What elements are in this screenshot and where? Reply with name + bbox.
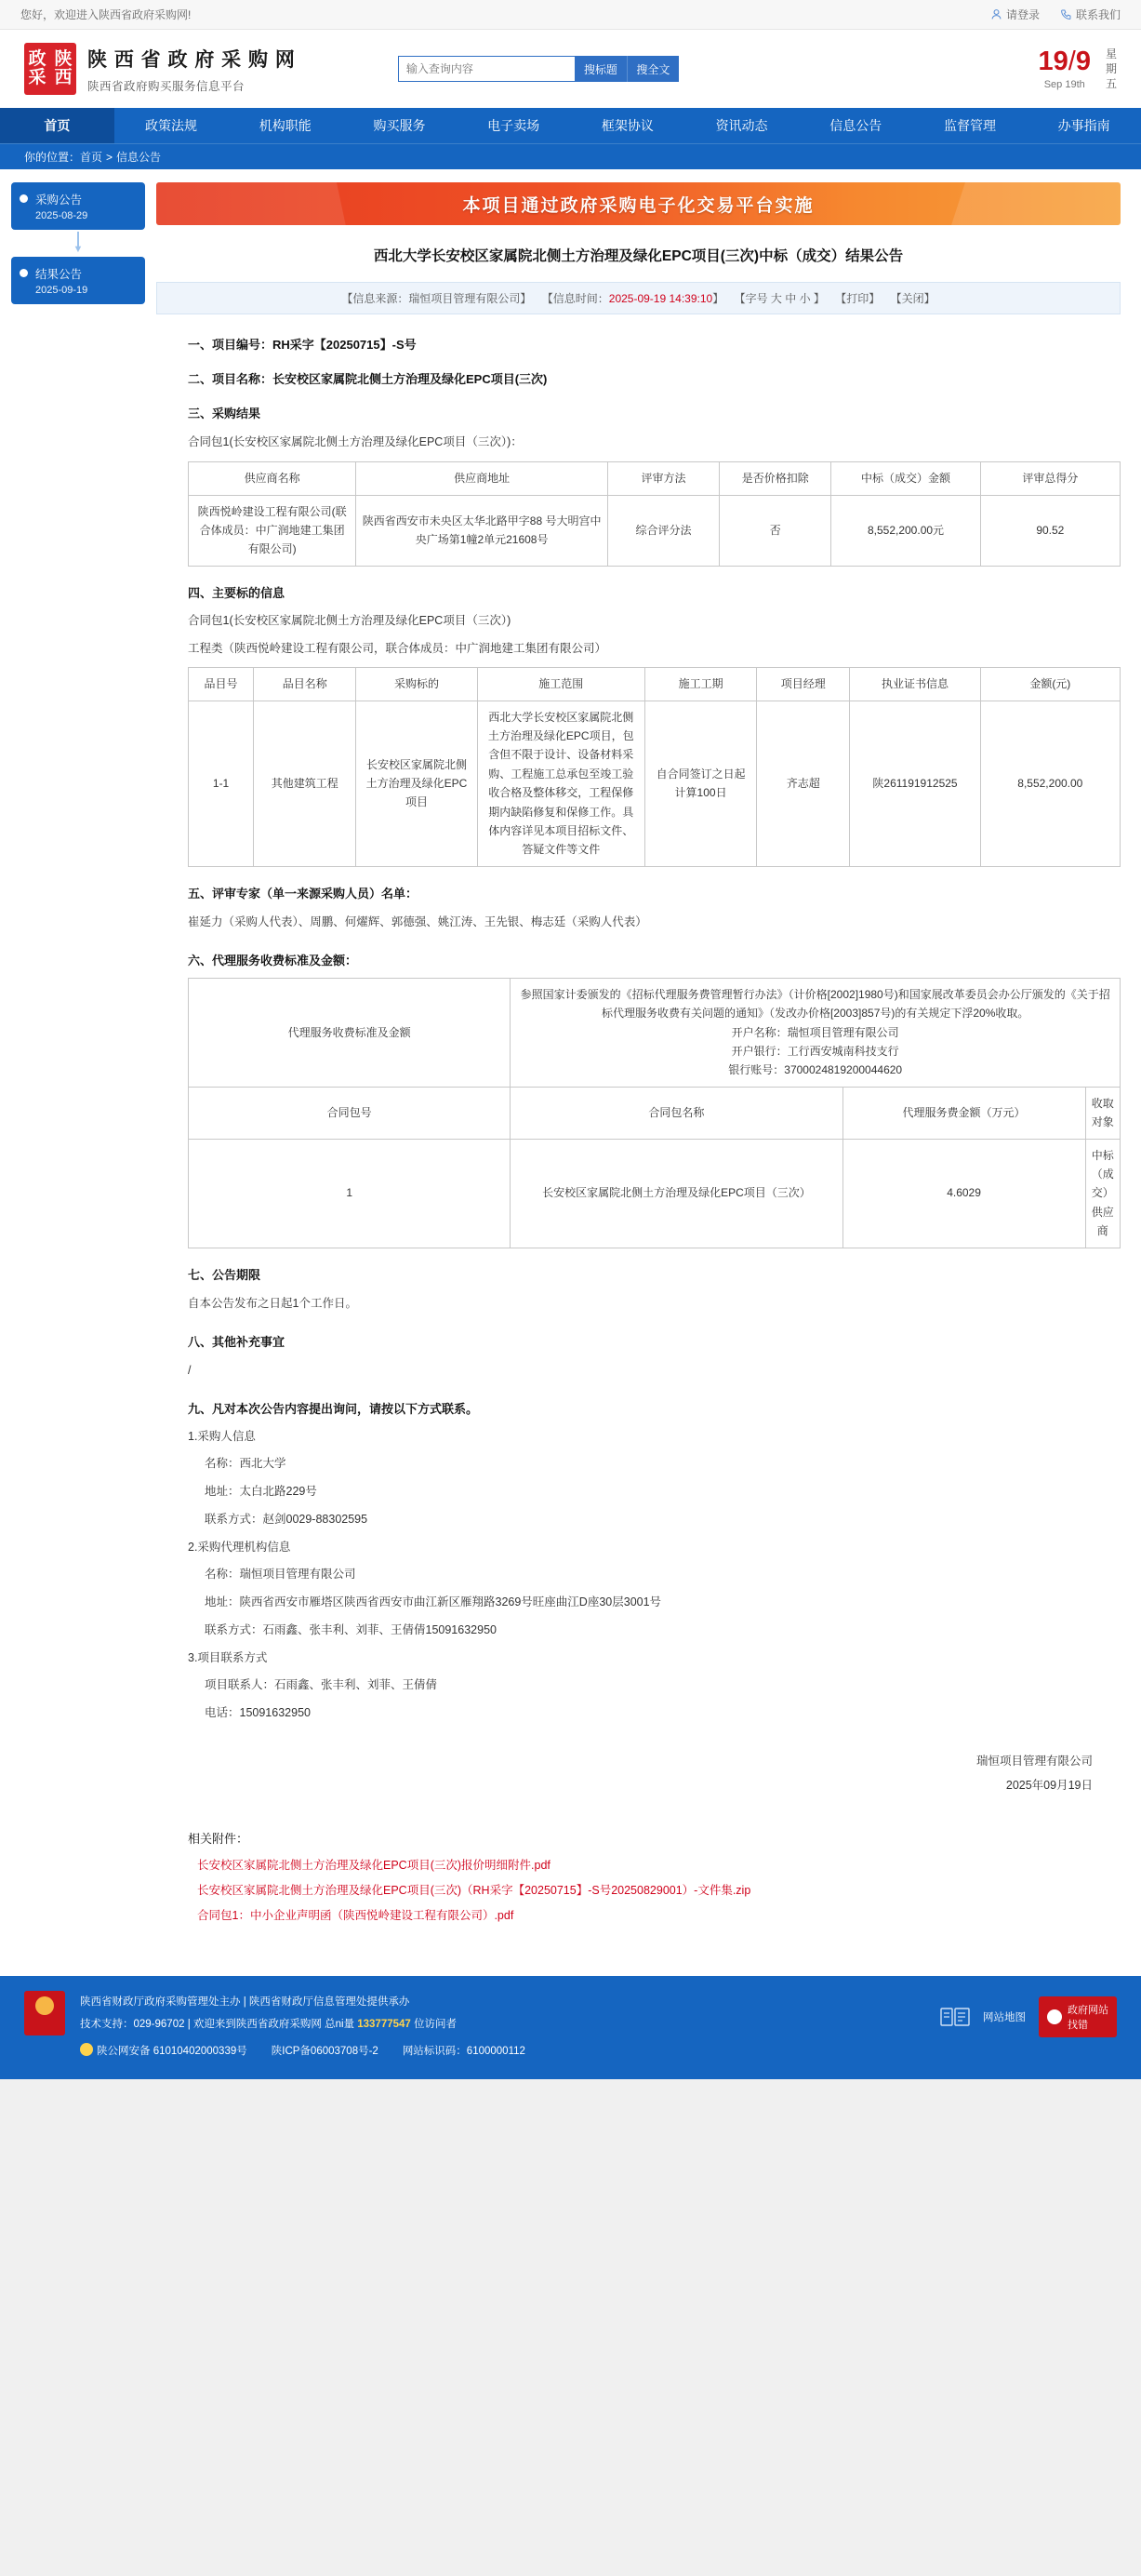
nav-item-supervision[interactable]: 监督管理 <box>943 118 996 133</box>
section-4-heading: 四、主要标的信息 <box>188 585 285 600</box>
agency-name: 名称：瑞恒项目管理有限公司 <box>205 1568 356 1582</box>
top-utility-bar <box>0 0 1141 30</box>
site-title: 陕 西 省 政 府 采 购 网 <box>87 48 296 71</box>
target-info-table <box>188 667 1121 867</box>
section-4-subtitle: 合同包1(长安校区家属院北侧土方治理及绿化EPC项目（三次）) <box>188 613 511 627</box>
nav-item-home[interactable]: 首页 <box>0 108 114 143</box>
section-8-body: / <box>188 1363 192 1377</box>
breadcrumb-item-home[interactable]: 首页 <box>80 151 103 164</box>
site-footer <box>0 1976 1141 2078</box>
purchaser-contact: 联系方式：赵剑0029-88302595 <box>205 1512 368 1526</box>
col-review-method: 评审方法 <box>607 462 719 495</box>
contact-link[interactable] <box>1060 7 1121 22</box>
page-title: 西北大学长安校区家属院北侧土方治理及绿化EPC项目(三次)中标（成交）结果公告 <box>373 248 904 264</box>
doc-meta-bar <box>156 282 1121 314</box>
date-slash: / <box>1068 46 1076 76</box>
search-area <box>398 56 679 82</box>
section-5-heading: 五、评审专家（单一来源采购人员）名单： <box>188 886 418 901</box>
cell-construction-scope: 西北大学长安校区家属院北侧土方治理及绿化EPC项目，包含但不限于设计、设备材料采购、工程施工总承包至竣工验收合格及整体移交，工程保修期内缺陷修复和保修工作。具体内容详见本项目招标文件、答疑文件等文件 <box>477 701 644 866</box>
cell-fee-payer: 中标（成交）供应商 <box>1085 1139 1120 1248</box>
logo-char-1: 政 <box>28 49 46 70</box>
cell-total-score: 90.52 <box>980 495 1120 566</box>
logo-char-3: 采 <box>28 68 46 87</box>
police-badge-icon <box>80 2043 93 2056</box>
footer-police-record[interactable] <box>80 2040 247 2062</box>
cell-project-manager: 齐志超 <box>757 701 850 866</box>
section-7-heading: 七、公告期限 <box>188 1267 261 1282</box>
footer-text <box>80 1991 940 2062</box>
section-6-heading: 六、代理服务收费标准及金额： <box>188 953 358 968</box>
fee-body-cell <box>511 978 1121 1087</box>
section-3-heading: 三、采购结果 <box>188 407 261 421</box>
meta-source-value: 瑞恒项目管理有限公司 <box>408 292 521 306</box>
footer-police-text: 陕公网安备 61010402000339号 <box>97 2045 247 2057</box>
cell-fee-amount: 4.6029 <box>842 1139 1085 1248</box>
signature-org: 瑞恒项目管理有限公司 <box>975 1754 1093 1768</box>
user-icon <box>990 8 1002 20</box>
fee-body-line-4: 银行账号：3700024819200044620 <box>728 1063 903 1077</box>
section-7-body: 自本公告发布之日起1个工作日。 <box>188 1296 357 1310</box>
cell-construction-period: 自合同签订之日起计算100日 <box>644 701 756 866</box>
table-row <box>189 978 1121 1087</box>
cell-review-method: 综合评分法 <box>607 495 719 566</box>
footer-line-1: 陕西省财政厅政府采购管理处主办 | 陕西省财政厅信息管理处提供承办 <box>80 1996 410 2009</box>
top-links <box>990 7 1121 22</box>
cell-supplier-address: 陕西省西安市未央区太华北路甲字88 号大明宫中央广场第1幢2单元21608号 <box>356 495 608 566</box>
meta-fontsize[interactable]: 【字号 大 中 小 】 <box>734 292 825 306</box>
footer-line-2 <box>80 2013 940 2035</box>
cell-package-name: 长安校区家属院北侧土方治理及绿化EPC项目（三次） <box>511 1139 842 1248</box>
nav-item-functions[interactable]: 机构职能 <box>259 118 312 133</box>
project-contact-person: 项目联系人：石雨鑫、张丰利、刘菲、王倩倩 <box>205 1678 438 1692</box>
breadcrumb-prefix: 你的位置： <box>24 151 81 164</box>
nav-item-policy[interactable]: 政策法规 <box>145 118 198 133</box>
section-9-heading: 九、凡对本次公告内容提出询问，请按以下方式联系。 <box>188 1401 479 1416</box>
col-award-amount: 中标（成交）金额 <box>831 462 980 495</box>
breadcrumb-item-announcements[interactable]: 信息公告 <box>116 151 162 164</box>
step-purchase-announcement[interactable] <box>11 182 145 230</box>
table-row <box>189 701 1121 866</box>
fee-body-line-2: 开户名称：瑞恒项目管理有限公司 <box>731 1025 899 1039</box>
attachment-link-1[interactable]: 长安校区家属院北侧土方治理及绿化EPC项目(三次)报价明细附件.pdf <box>197 1859 551 1873</box>
col-procurement-target: 采购标的 <box>356 668 477 701</box>
step-result-date: 2025-09-19 <box>35 285 88 296</box>
site-header <box>0 30 1141 108</box>
site-subtitle: 陕西省政府购买服务信息平台 <box>87 79 245 93</box>
meta-time-value: 2025-09-19 14:39:10 <box>608 292 713 306</box>
attachment-link-3[interactable]: 合同包1：中小企业声明函（陕西悦岭建设工程有限公司）.pdf <box>197 1909 514 1923</box>
col-item-name: 品目名称 <box>254 668 356 701</box>
sitemap-label[interactable]: 网站地图 <box>983 2012 1026 2024</box>
footer-right <box>940 1991 1117 2037</box>
national-emblem-icon <box>24 1991 65 2035</box>
meta-time-close: 】 <box>712 292 724 306</box>
nav-item-news[interactable]: 资讯动态 <box>715 118 768 133</box>
main-content <box>145 169 1141 1959</box>
footer-site-code: 网站标识码：6100000112 <box>402 2045 525 2057</box>
gov-badge-icon <box>1047 2009 1062 2024</box>
table-header-row <box>189 1087 1121 1139</box>
section-4-subtitle-2: 工程类（陕西悦岭建设工程有限公司，联合体成员：中广润地建工集团有限公司） <box>188 641 607 655</box>
section-3-subtitle: 合同包1(长安校区家属院北侧土方治理及绿化EPC项目（三次）)： <box>188 435 523 449</box>
agency-heading: 2.采购代理机构信息 <box>188 1540 291 1554</box>
agency-address: 地址：陕西省西安市雁塔区陕西省西安市曲江新区雁翔路3269号旺座曲江D座30层3001号 <box>205 1595 662 1609</box>
content-wrap <box>0 169 1141 1959</box>
purchaser-address: 地址：太白北路229号 <box>205 1485 317 1499</box>
phone-icon <box>1060 8 1072 20</box>
cell-award-amount: 8,552,200.00元 <box>831 495 980 566</box>
attachments-heading: 相关附件： <box>188 1832 249 1847</box>
col-price-deduction: 是否价格扣除 <box>720 462 831 495</box>
col-item-no: 品目号 <box>189 668 254 701</box>
cell-item-name: 其他建筑工程 <box>254 701 356 866</box>
result-table <box>188 461 1121 567</box>
col-total-score: 评审总得分 <box>980 462 1120 495</box>
signature-block <box>156 1749 1093 1798</box>
logo-text <box>87 45 296 94</box>
fee-standard-table <box>188 978 1121 1248</box>
cell-item-no: 1-1 <box>189 701 254 866</box>
login-link[interactable] <box>990 7 1040 22</box>
agency-contact: 联系方式：石雨鑫、张丰利、刘菲、王倩倩15091632950 <box>205 1622 497 1636</box>
breadcrumb-sep: > <box>106 150 113 164</box>
col-package-no: 合同包号 <box>189 1087 511 1139</box>
logo-char-2: 陕 <box>54 49 73 70</box>
col-package-name: 合同包名称 <box>511 1087 842 1139</box>
fee-body-line-1: 参照国家计委颁发的《招标代理服务费管理暂行办法》（计价格[2002]1980号)和国家展改革委员会办公厅颁发的《关于招标代理服务收费有关问题的通知》（发改办价格[2003]857号)的有关规定下浮20%收取。 <box>520 987 1110 1021</box>
col-project-manager: 项目经理 <box>757 668 850 701</box>
table-header-row <box>189 462 1121 495</box>
attachment-link-2[interactable]: 长安校区家属院北侧土方治理及绿化EPC项目(三次)（RH采字【20250715】-S号20250829001）-文件集.zip <box>197 1884 751 1898</box>
sitemap-icon[interactable] <box>940 2005 970 2029</box>
project-contact-phone: 电话：15091632950 <box>205 1706 311 1720</box>
login-label: 请登录 <box>1005 8 1040 21</box>
contact-label: 联系我们 <box>1075 8 1121 21</box>
footer-tech-suffix: 位访问者 <box>414 2019 457 2031</box>
col-fee-amount: 代理服务费金额（万元） <box>842 1087 1085 1139</box>
table-header-row <box>189 668 1121 701</box>
footer-icp[interactable]: 陕ICP备06003708号-2 <box>271 2045 378 2057</box>
chevron-down-icon: ▼ <box>73 244 84 255</box>
close-button[interactable]: 【关闭】 <box>890 292 935 306</box>
meta-source-label: 【信息来源： <box>341 292 409 306</box>
col-fee-payer: 收取对象 <box>1085 1087 1120 1139</box>
col-supplier-address: 供应商地址 <box>356 462 608 495</box>
weekday-label: 星 期 五 <box>1105 47 1117 91</box>
gov-badge-label: 政府网站 找错 <box>1068 2005 1108 2032</box>
cell-amount: 8,552,200.00 <box>980 701 1120 866</box>
nav-item-framework[interactable]: 框架协议 <box>601 118 654 133</box>
meta-source-close: 】 <box>520 292 532 306</box>
section-2-heading: 二、项目名称：长安校区家属院北侧土方治理及绿化EPC项目(三次) <box>188 372 548 387</box>
search-input[interactable] <box>398 56 575 82</box>
date-main <box>1039 48 1091 75</box>
logo-char-4: 西 <box>54 68 73 87</box>
print-button[interactable]: 【打印】 <box>835 292 881 306</box>
sidebar <box>0 169 145 1959</box>
fee-label-cell: 代理服务收费标准及金额 <box>189 978 511 1087</box>
col-amount: 金额(元) <box>980 668 1120 701</box>
nav-item-emarket[interactable]: 电子卖场 <box>487 118 540 133</box>
col-license-info: 执业证书信息 <box>850 668 980 701</box>
cell-supplier-name: 陕西悦岭建设工程有限公司(联合体成员：中广润地建工集团有限公司) <box>189 495 356 566</box>
gov-website-report-badge[interactable] <box>1039 1996 1117 2037</box>
section-5-body: 崔延力（采购人代表）、周鹏、何燿辉、郭德强、姚江涛、王先银、梅志廷（采购人代表） <box>188 914 647 928</box>
search-fulltext-button[interactable]: 搜全文 <box>627 56 679 82</box>
col-supplier-name: 供应商名称 <box>189 462 356 495</box>
step-connector <box>11 230 145 257</box>
step-purchase-title: 采购公告 <box>35 194 83 207</box>
nav-item-announcements[interactable]: 信息公告 <box>829 118 882 133</box>
footer-visit-count: 133777547 <box>357 2019 411 2031</box>
breadcrumb <box>0 143 1141 169</box>
date-month: 9 <box>1075 46 1091 76</box>
section-8-heading: 八、其他补充事宜 <box>188 1334 285 1349</box>
date-day: 19 <box>1038 46 1068 76</box>
fee-body-line-3: 开户银行：工行西安城南科技支行 <box>731 1045 899 1058</box>
nav-item-purchase-service[interactable]: 购买服务 <box>373 118 426 133</box>
progress-steps <box>11 182 145 304</box>
cell-procurement-target: 长安校区家属院北侧土方治理及绿化EPC项目 <box>356 701 477 866</box>
step-result-title: 结果公告 <box>35 268 83 281</box>
table-row <box>189 495 1121 566</box>
main-nav <box>0 108 1141 143</box>
col-construction-period: 施工工期 <box>644 668 756 701</box>
date-widget <box>1039 47 1117 92</box>
cell-package-no: 1 <box>189 1139 511 1248</box>
step-purchase-date: 2025-08-29 <box>35 210 88 221</box>
table-row <box>189 1139 1121 1248</box>
col-construction-scope: 施工范围 <box>477 668 644 701</box>
purchaser-name: 名称：西北大学 <box>205 1457 286 1471</box>
date-sub: Sep 19th <box>1043 78 1085 90</box>
search-title-button[interactable]: 搜标题 <box>575 56 627 82</box>
step-result-announcement[interactable] <box>11 257 145 304</box>
platform-banner <box>156 182 1121 225</box>
banner-text: 本项目通过政府采购电子化交易平台实施 <box>462 195 815 216</box>
cell-price-deduction: 否 <box>720 495 831 566</box>
footer-line-3 <box>80 2040 940 2062</box>
signature-date: 2025年09月19日 <box>1005 1779 1093 1793</box>
welcome-text: 您好，欢迎进入陕西省政府采购网! <box>20 8 192 21</box>
nav-item-guide[interactable]: 办事指南 <box>1057 118 1110 133</box>
purchaser-heading: 1.采购人信息 <box>188 1429 256 1443</box>
project-contact-heading: 3.项目联系方式 <box>188 1650 268 1664</box>
meta-time-label: 【信息时间： <box>541 292 609 306</box>
logo-mark <box>24 43 76 95</box>
footer-tech-label: 技术支持：029-96702 | 欢迎来到陕西省政府采购网 总ni量 <box>80 2019 355 2031</box>
section-1-heading: 一、项目编号：RH采字【20250715】-S号 <box>188 338 417 353</box>
cell-license-info: 陕261191912525 <box>850 701 980 866</box>
site-logo[interactable] <box>24 43 296 95</box>
